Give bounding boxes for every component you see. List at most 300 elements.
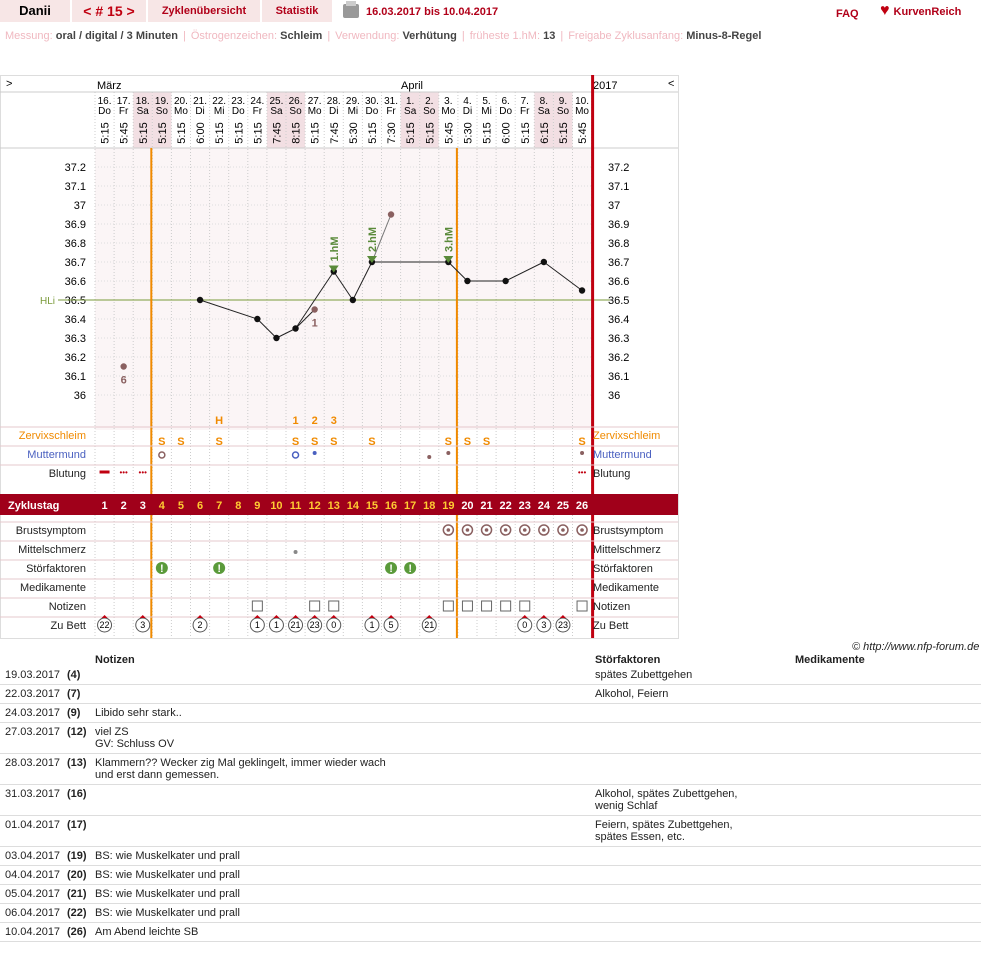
row-label-notizen: Notizen [48,601,86,613]
notes-row [0,886,981,904]
notes-row [0,848,981,866]
meta-key: Messung: [5,30,56,42]
note-icon [482,601,492,611]
breast-symptom-icon [504,528,508,532]
y-tick-left: 36.6 [64,276,86,288]
temp-annotation: 6 [120,374,127,387]
coverline-label: HLi [40,296,56,307]
y-tick-right: 36.2 [608,352,630,364]
disturbance-icon: ! [160,563,164,575]
meta-value: Schleim [280,30,323,42]
weekday: Mi [481,106,492,117]
weekday: Do [98,106,111,117]
note-date: 19.03.2017 [5,669,61,681]
meta-key: Östrogenzeichen: [190,30,281,42]
notes-header: Notizen [95,654,135,666]
day-number: 23. [231,96,246,107]
day-number: 19. [154,96,169,107]
day-number: 22. [212,96,227,107]
note-icon [462,601,472,611]
row-label-stoer: Störfaktoren [26,563,86,575]
breast-symptom-icon [542,528,546,532]
meta-key: Verwendung: [335,30,403,42]
copyright: © http://www.nfp-forum.de [852,641,980,653]
weekday: Mo [575,106,590,117]
measure-time: 6:15 [538,122,551,144]
midpain-marker [294,550,298,554]
meta-separator: | [461,30,465,42]
y-tick-left: 37.1 [64,181,86,193]
cycle-meta [5,30,761,42]
y-tick-right: 36.6 [608,276,630,288]
row-label-mittel: Mittelschmerz [18,544,86,556]
temp-point [292,325,298,331]
day-number: 25. [269,96,284,107]
y-tick-left: 36.7 [64,257,86,269]
meta-value: Verhütung [402,30,457,42]
cycle-owner-name: Danii [0,0,70,22]
notes-row [0,786,981,816]
bedtime-hour: 23 [557,620,568,630]
breast-symptom-icon [580,528,584,532]
day-number: 1. [405,96,415,107]
day-number: 10. [575,96,590,107]
cycle-day: 8 [235,500,242,512]
cycle-day: 2 [120,500,127,512]
higher-measure-label: 1.hM [328,236,341,262]
weekday: Fr [252,106,263,117]
nav-left-icon: > [6,78,13,90]
note-date: 05.04.2017 [5,888,61,900]
row-label-blutung: Blutung [48,468,86,480]
mucus-top-marker: 2 [311,415,318,427]
row-label-notizen: Notizen [593,601,631,613]
disturbances-header: Störfaktoren [595,654,661,666]
day-number: 3. [444,96,453,107]
temp-point [120,363,126,369]
day-number: 29. [345,96,360,107]
row-label-zervix: Zervixschleim [18,430,86,442]
measure-time: 5:15 [99,122,112,144]
weekday: Di [329,106,339,117]
y-tick-left: 36.2 [64,352,86,364]
temp-area [95,148,592,430]
row-label-brust: Brustsymptom [15,525,86,537]
note-icon [501,601,511,611]
spotting-marker: ••• [577,468,587,477]
note-cycle-day: (4) [67,669,81,681]
y-tick-right: 37.1 [608,181,630,193]
weekday: Sa [537,106,550,117]
row-label-zyklustag: Zyklustag [8,500,60,512]
temp-point [254,316,260,322]
day-number: 6. [501,96,510,107]
note-icon [310,601,320,611]
note-cycle-day: (19) [67,850,87,862]
y-tick-left: 36.3 [64,333,86,345]
note-text: Klammern?? Wecker zig Mal geklingelt, immer wieder wach und erst dann gemessen. [95,757,386,781]
note-disturbance: Alkohol, spätes Zubettgehen, wenig Schlaf [595,788,738,812]
cycle-day: 4 [158,500,165,512]
y-tick-right: 36.7 [608,257,630,269]
zervix-symbol: S [291,436,300,448]
note-text: BS: wie Muskelkater und prall [95,907,240,919]
temp-point [311,306,317,312]
day-number: 31. [384,96,399,107]
note-disturbance: Alkohol, Feiern [595,688,669,700]
row-label-brust: Brustsymptom [593,525,664,537]
bedtime-hour: 1 [254,620,260,630]
weekday: So [556,106,570,117]
cycle-day: 23 [518,500,531,512]
note-date: 10.04.2017 [5,926,61,938]
y-tick-right: 36.3 [608,333,630,345]
cervix-marker [313,451,317,455]
mucus-top-marker: 1 [292,415,299,427]
bedtime-hour: 1 [369,620,375,630]
row-label-blutung: Blutung [593,468,631,480]
zervix-symbol: S [330,436,338,448]
note-disturbance: Feiern, spätes Zubettgehen, spätes Essen, etc. [595,819,733,843]
y-tick-left: 36.5 [64,295,86,307]
day-number: 16. [97,96,112,107]
measure-time: 5:15 [309,122,322,144]
bedtime-hour: 23 [309,620,320,630]
note-icon [520,601,530,611]
breast-symptom-icon [466,528,470,532]
day-number: 26. [288,96,303,107]
cycle-day: 3 [139,500,146,512]
weekday: Sa [404,106,417,117]
measure-time: 5:15 [233,122,246,144]
note-text: BS: wie Muskelkater und prall [95,850,240,862]
cycle-day: 12 [308,500,321,512]
higher-measure-label: 3.hM [443,226,456,252]
note-date: 31.03.2017 [5,788,61,800]
measure-time: 5:15 [175,122,188,144]
cervix-marker [427,455,431,459]
cycle-day: 15 [365,500,379,512]
weekday: Di [462,106,473,117]
measure-time: 5:15 [156,122,169,144]
measure-time: 6:00 [195,122,208,144]
note-icon [443,601,453,611]
cervix-marker [159,452,165,458]
weekday: Fr [118,106,129,117]
breast-symptom-icon [485,528,489,532]
day-number: 28. [326,96,341,107]
weekday: Mi [347,106,359,117]
y-tick-right: 36 [608,390,621,402]
row-label-medi: Medikamente [19,582,86,594]
notes-row [0,705,981,723]
y-tick-right: 37 [608,200,621,212]
row-label-stoer: Störfaktoren [593,563,653,575]
measure-time: 5:15 [481,122,494,144]
measure-time: 5:30 [462,122,475,144]
disturbance-icon: ! [408,563,412,575]
note-text: viel ZS GV: Schluss OV [95,726,175,750]
note-text: Am Abend leichte SB [95,926,199,938]
measure-time: 5:15 [405,122,418,144]
bedtime-hour: 3 [140,620,146,630]
weekday: Mo [307,106,322,117]
measure-time: 5:15 [214,122,227,144]
statistics-button[interactable]: Statistik [262,0,332,22]
note-cycle-day: (9) [67,707,81,719]
cycle-selector[interactable]: < # 15 > [72,0,146,22]
notes-row [0,667,981,685]
day-number: 9. [558,96,568,107]
note-date: 27.03.2017 [5,726,61,738]
day-number: 5. [482,96,491,107]
day-number: 24. [250,96,265,107]
medication-header: Medikamente [795,654,865,666]
row-label-muttermund: Muttermund [27,449,86,461]
y-tick-left: 36.1 [64,371,86,383]
cycle-overview-button[interactable]: Zyklenübersicht [148,0,260,22]
faq-link[interactable]: FAQ [836,8,859,20]
bedtime-hour: 0 [331,620,337,630]
measure-time: 5:15 [557,122,570,144]
y-tick-right: 36.4 [608,314,630,326]
cycle-day: 24 [537,500,550,512]
zervix-symbol: S [578,436,586,448]
measure-time: 5:15 [424,122,437,144]
meta-separator: | [327,30,331,42]
month-label: April [401,80,424,92]
temp-point [502,278,508,284]
note-cycle-day: (7) [67,688,81,700]
temp-point [541,259,547,265]
mucus-top-marker: 3 [330,415,337,427]
y-tick-left: 36.8 [64,238,86,250]
weekday: Di [195,106,205,117]
y-tick-right: 37.2 [608,162,630,174]
temp-point [388,211,394,217]
breast-symptom-icon [561,528,565,532]
meta-value: 13 [543,30,556,42]
measure-time: 5:15 [137,122,150,144]
cycle-day: 17 [404,500,417,512]
meta-key: früheste 1.hM: [469,30,544,42]
logo[interactable] [880,2,961,20]
y-tick-left: 37.2 [64,162,86,174]
notes-row [0,755,981,785]
cycle-day: 21 [480,500,493,512]
temp-point [579,287,585,293]
cycle-day: 5 [177,500,185,512]
measure-time: 8:15 [290,122,303,144]
cycle-day: 1 [101,500,108,512]
temp-point [197,297,203,303]
weekday: Mi [213,106,225,117]
weekday: Fr [520,106,530,117]
note-date: 28.03.2017 [5,757,61,769]
weekday: Sa [136,106,149,117]
bedtime-hour: 21 [290,620,301,630]
measure-time: 6:00 [500,122,513,144]
note-text: Libido sehr stark.. [95,707,182,719]
note-date: 01.04.2017 [5,819,61,831]
day-number: 4. [463,96,472,107]
weekday: So [289,106,302,117]
weekday: Mo [441,106,456,117]
measure-time: 5:15 [519,122,532,144]
note-text: BS: wie Muskelkater und prall [95,869,240,881]
year-label: 2017 [593,80,618,92]
row-label-bett: Zu Bett [50,620,86,632]
spotting-marker: ••• [119,468,128,477]
day-number: 8. [539,96,549,107]
disturbance-icon: ! [389,563,393,575]
weekday: Do [365,106,379,117]
zervix-symbol: S [158,436,166,448]
breast-symptom-icon [523,528,527,532]
y-tick-left: 36 [73,390,86,402]
temp-annotation: 1 [311,317,318,330]
zervix-symbol: S [368,436,376,448]
zervix-symbol: S [463,436,472,448]
cycle-day: 20 [461,500,474,512]
measure-time: 7:30 [386,122,399,144]
meta-value: oral / digital / 3 Minuten [55,30,178,42]
zervix-symbol: S [482,436,491,448]
day-number: 20. [173,96,188,107]
measure-time: 5:45 [443,122,456,144]
cervix-marker [580,451,584,455]
meta-separator: | [182,30,186,42]
bedtime-hour: 5 [388,620,394,630]
day-number: 2. [425,96,434,107]
zervix-symbol: S [444,436,453,448]
meta-separator: | [560,30,564,42]
bedtime-hour: 3 [541,620,547,630]
cycle-day: 13 [327,500,340,512]
cycle-day: 6 [196,500,204,512]
spotting-marker: ••• [138,468,147,477]
notes-row [0,817,981,847]
meta-key: Freigabe Zyklusanfang: [568,30,687,42]
note-cycle-day: (20) [67,869,87,881]
temp-point [350,297,356,303]
measure-time: 7:45 [328,122,341,144]
y-tick-left: 36.9 [64,219,86,231]
heart-icon: ♥ [880,2,890,19]
weekday: Do [231,106,245,117]
bedtime-hour: 1 [273,620,279,630]
day-number: 27. [307,96,322,107]
cycle-day: 18 [423,500,436,512]
y-tick-left: 37 [73,200,86,212]
zervix-symbol: S [177,436,185,448]
measure-time: 5:15 [252,122,265,144]
y-tick-left: 36.4 [64,314,86,326]
y-tick-right: 36.5 [608,295,630,307]
note-date: 03.04.2017 [5,850,61,862]
weekday: So [155,106,168,117]
y-tick-right: 36.8 [608,238,630,250]
temp-point [464,278,470,284]
weekday: So [423,106,436,117]
note-date: 24.03.2017 [5,707,61,719]
zervix-symbol: S [310,436,319,448]
temp-point [273,335,279,341]
day-number: 17. [116,96,131,107]
y-tick-right: 36.9 [608,219,630,231]
cycle-day: 22 [499,500,512,512]
measure-time: 7:45 [271,122,284,144]
day-number: 18. [135,96,150,107]
measure-time: 5:15 [366,122,379,144]
mucus-top-marker: H [215,415,224,427]
cycle-day: 25 [556,500,570,512]
note-cycle-day: (16) [67,788,87,800]
notes-row [0,905,981,923]
note-cycle-day: (22) [67,907,87,919]
cycle-day: 19 [442,500,455,512]
note-icon [329,601,339,611]
disturbance-icon: ! [217,563,221,575]
weekday: Sa [270,106,283,117]
row-label-zervix: Zervixschleim [593,430,661,442]
row-label-mittel: Mittelschmerz [593,544,661,556]
note-cycle-day: (21) [67,888,87,900]
zervix-symbol: S [215,436,223,448]
measure-time: 5:30 [347,122,360,144]
weekday: Fr [386,106,396,117]
note-date: 04.04.2017 [5,869,61,881]
cycle-day: 26 [575,500,589,512]
chart-svg [0,75,680,640]
printer-icon[interactable] [343,4,359,18]
row-label-bett: Zu Bett [593,620,629,632]
meta-value: Minus-8-Regel [686,30,762,42]
note-icon [577,601,587,611]
note-cycle-day: (17) [67,819,87,831]
note-text: BS: wie Muskelkater und prall [95,888,240,900]
bedtime-hour: 22 [99,620,110,630]
note-cycle-day: (26) [67,926,87,938]
note-icon [252,601,262,611]
y-tick-right: 36.1 [608,371,630,383]
note-date: 06.04.2017 [5,907,61,919]
month-label: März [97,80,122,92]
weekday: Do [499,106,513,117]
measure-time: 5:45 [577,122,590,144]
note-disturbance: spätes Zubettgehen [595,669,693,681]
notes-row [0,867,981,885]
cycle-day: 7 [216,500,223,512]
breast-symptom-icon [447,528,451,532]
bedtime-hour: 2 [197,620,203,630]
bedtime-hour: 0 [522,620,528,630]
notes-row [0,924,981,942]
day-number: 21. [193,96,208,107]
cycle-day: 16 [384,500,398,512]
note-date: 22.03.2017 [5,688,61,700]
notes-row [0,686,981,704]
cycle-day: 9 [254,500,261,512]
notes-row [0,724,981,754]
nav-right-icon: < [668,78,675,90]
cycle-day: 14 [346,500,359,512]
note-cycle-day: (13) [67,757,87,769]
note-cycle-day: (12) [67,726,87,738]
row-label-medi: Medikamente [593,582,660,594]
date-range: 16.03.2017 bis 10.04.2017 [366,6,499,18]
cycle-day: 10 [270,500,283,512]
